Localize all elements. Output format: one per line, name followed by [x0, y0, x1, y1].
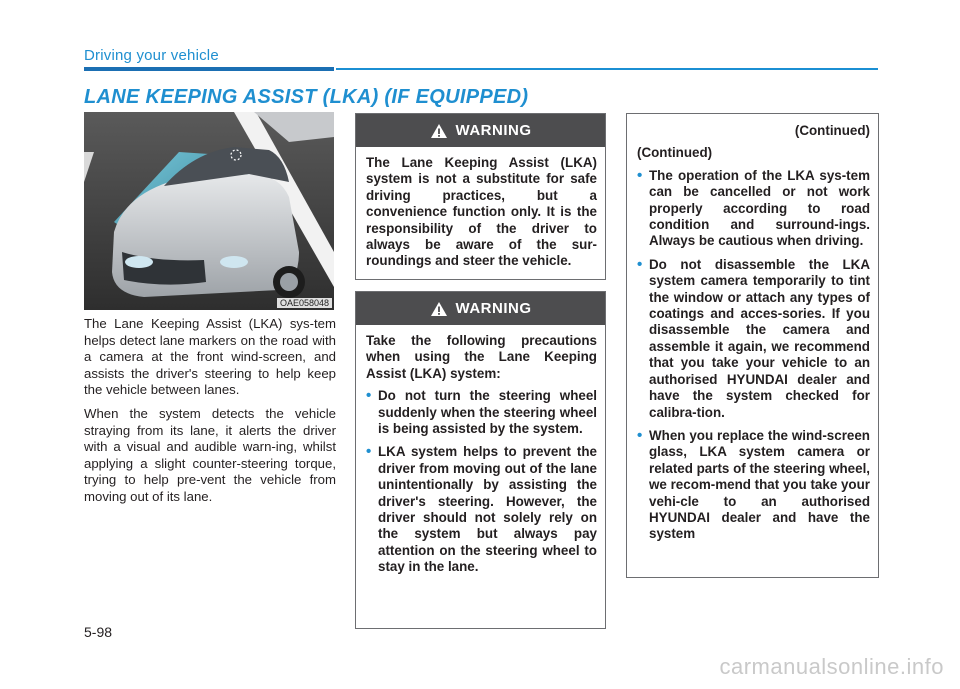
warning-list: [366, 388, 597, 575]
warning-label: WARNING: [455, 122, 532, 139]
lka-illustration: [84, 112, 334, 310]
header-rule-light: [336, 68, 878, 70]
warning-label: WARNING: [455, 300, 532, 317]
car-lane-image: [84, 112, 334, 310]
warning-text: The Lane Keeping Assist (LKA) system is not a substitute for safe driving practices, but a convenience function only. It is the responsibility of the driver to always be aware of the sur-roundings and steer the vehicle.: [366, 155, 597, 269]
continued-body: [627, 114, 878, 558]
body-text: [84, 316, 336, 513]
figure-code: OAE058048: [277, 298, 332, 308]
page-number: 5-98: [84, 624, 113, 640]
warning-header: [356, 292, 605, 325]
warning-triangle-icon: [430, 123, 448, 139]
body-paragraph: The Lane Keeping Assist (LKA) sys-tem helps detect lane markers on the road with a camera at the front wind-screen, and assists the driver's steering to help keep the vehicle between lanes.: [84, 316, 336, 398]
warning-triangle-icon: [430, 301, 448, 317]
list-item: • LKA system helps to prevent the driver from moving out of the lane unintentionally by assisting the driver's steering. However, the driver should not solely rely on the system but always pay attention on the steering wheel to stay in the lane.: [366, 444, 597, 575]
warning-box-1: [355, 113, 606, 280]
warning-intro: Take the following precautions when using the Lane Keeping Assist (LKA) system:: [366, 333, 597, 381]
continued-lead-label: (Continued): [637, 145, 713, 161]
header-rule-dark: [84, 67, 334, 71]
warning-body: [356, 147, 605, 284]
list-item: • The operation of the LKA sys-tem can be cancelled or not work properly according to road condition and surround-ings. Always be cautious when driving.: [637, 168, 870, 250]
warning-body: [356, 325, 605, 591]
watermark: carmanualsonline.info: [719, 654, 944, 679]
list-item: • Do not disassemble the LKA system camera temporarily to tint the window or attach any types of coatings and acces-sories. If you disassemble the camera and assemble it again, we recommend that you take your vehicle to an authorised HYUNDAI dealer and have the system checked for calibra-tion.: [637, 257, 870, 421]
continued-top-label: (Continued): [794, 123, 870, 138]
page-heading: LANE KEEPING ASSIST (LKA) (IF EQUIPPED): [84, 86, 529, 108]
continued-box: [626, 113, 879, 578]
continued-list: [637, 168, 870, 543]
warning-box-2: [355, 291, 606, 629]
list-item: • Do not turn the steering wheel suddenly when the steering wheel is being assisted by the system.: [366, 388, 597, 437]
body-paragraph: When the system detects the vehicle straying from its lane, it alerts the driver with a visual and audible warn-ing, whilst applying a slight counter-steering torque, trying to help pre-vent the vehicle from moving out of its lane.: [84, 405, 336, 504]
warning-header: [356, 114, 605, 147]
section-title: Driving your vehicle: [84, 47, 219, 64]
list-item: • When you replace the wind-screen glass, LKA system camera or related parts of the steering wheel, we recom-mend that you take your vehi-cle to an authorised HYUNDAI dealer and have the system: [637, 428, 870, 543]
